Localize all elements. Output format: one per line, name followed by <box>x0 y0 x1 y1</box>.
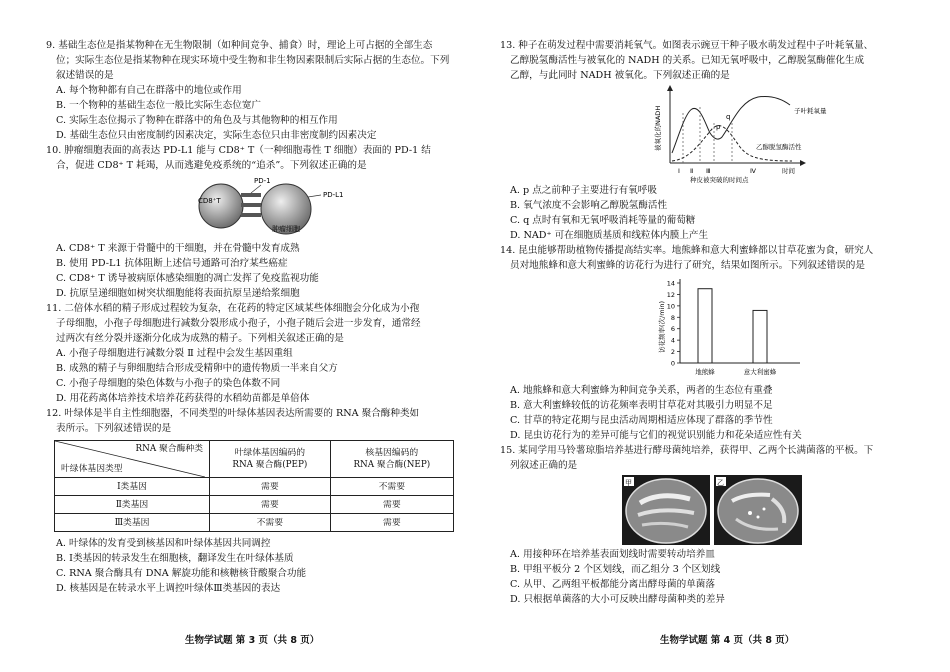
q11-option-c: C. 小孢子母细胞的染色体数与小孢子的染色体数不同 <box>56 378 281 389</box>
cd8-cell-shape <box>199 184 243 228</box>
question-15 <box>500 443 910 607</box>
table-row <box>55 478 454 496</box>
row-nep: 需要 <box>330 496 453 514</box>
point-q-label: q <box>726 113 731 121</box>
q10-stem-line2: 合，促进 CD8⁺ T 耗竭，从而逃避免疫系统的“追杀”。下列叙述正确的是 <box>56 160 367 171</box>
y-tick-label: 2 <box>670 348 675 357</box>
y-tick-label: 12 <box>666 290 675 299</box>
q13-option-b: B. 氧气浓度不会影响乙醇脱氢酶活性 <box>510 200 668 211</box>
q15-option-b: B. 甲组平板分 2 个区划线，而乙组分 3 个区划线 <box>510 564 721 575</box>
q14-figure <box>500 273 910 383</box>
y-tick-label: 0 <box>670 359 675 368</box>
y-tick-label: 14 <box>666 279 675 288</box>
bar-dixiongfeng <box>698 289 712 363</box>
q9-stem-line1: 9. 基础生态位是指某物种在无生物限制（如种间竞争、捕食）时，理论上可占据的全部生态 <box>46 40 433 51</box>
q9-option-d: D. 基础生态位只由密度制约因素决定，实际生态位只由非密度制约因素决定 <box>56 130 377 141</box>
q13-stem-line2: 乙醇脱氢酶活性与被氧化的 NADH 的关系。已知无氧呼吸中，乙醇脱氢酶催化生成 <box>510 55 865 66</box>
plate-jia-label: 甲 <box>625 479 632 487</box>
q15-option-c: C. 从甲、乙两组平板都能分离出酵母菌的单菌落 <box>510 579 715 590</box>
q15-option-a: A. 用接种环在培养基表面划线时需要转动培养皿 <box>510 549 715 560</box>
stage-1: Ⅰ <box>678 167 680 175</box>
right-column <box>500 38 910 607</box>
category-label: 地熊蜂 <box>695 368 715 376</box>
q15-stem-line1: 15. 某同学用马铃薯琼脂培养基进行酵母菌纯培养，获得甲、乙两个长满菌落的平板。下 <box>500 445 874 456</box>
q13-option-d: D. NAD⁺ 可在细胞质基质和线粒体内膜上产生 <box>510 230 709 241</box>
pep-header-line1: 叶绿体基因编码的 <box>234 448 306 458</box>
q14-option-a: A. 地熊蜂和意大利蜜蜂为种间竞争关系，两者的生态位有重叠 <box>510 385 773 396</box>
pd1-label: PD-1 <box>254 177 271 185</box>
q14-stem-line2: 员对地熊蜂和意大利蜜蜂的访花行为进行了研究，结果如图所示。下列叙述错误的是 <box>510 260 865 271</box>
row-pep: 不需要 <box>210 514 331 532</box>
q9-option-b: B. 一个物种的基础生态位一般比实际生态位宽广 <box>56 100 262 111</box>
table-corner-top: RNA 聚合酶种类 <box>135 444 203 454</box>
right-page-footer: 生物学试题 第 4 页（共 8 页） <box>660 635 795 646</box>
q12-option-d: D. 核基因是在转录水平上调控叶绿体Ⅲ类基因的表达 <box>56 583 281 594</box>
nadh-curve-diagram <box>500 83 910 183</box>
q11-stem-line3: 过两次有丝分裂并逐渐分化成为成熟的精子。下列相关叙述正确的是 <box>56 333 344 344</box>
q13-figure <box>500 83 910 183</box>
question-14 <box>500 243 910 443</box>
q10-option-d: D. 抗原呈递细胞如树突状细胞能将表面抗原呈递给浆细胞 <box>56 288 300 299</box>
q11-stem-line1: 11. 二倍体水稻的精子形成过程较为复杂，在花药的特定区域某些体细胞会分化成为小孢 <box>46 303 420 314</box>
pep-header-line2: RNA 聚合酶(PEP) <box>232 460 308 470</box>
q15-option-d: D. 只根据单菌落的大小可反映出酵母菌种类的差异 <box>510 594 725 605</box>
q13-xlabel: 种皮被突破的时间点 <box>690 176 749 183</box>
q14-option-d: D. 昆虫访花行为的差异可能与它们的视觉识别能力和花朵适应性有关 <box>510 430 802 441</box>
q12-stem-line1: 12. 叶绿体是半自主性细胞器，不同类型的叶绿体基因表达所需要的 RNA 聚合酶种类如 <box>46 408 420 419</box>
q14-option-c: C. 甘草的特定花期与昆虫活动周期相适应体现了群落的季节性 <box>510 415 773 426</box>
y-tick-label: 8 <box>670 313 675 322</box>
left-page-footer: 生物学试题 第 3 页（共 8 页） <box>185 635 320 646</box>
table-header-pep <box>210 441 331 478</box>
q15-figure <box>500 473 910 547</box>
tumor-label: 肿瘤细胞 <box>272 225 300 233</box>
q13-ylabel: 被氧化的NADH <box>654 105 662 151</box>
q11-option-d: D. 用花药离体培养技术培养花药获得的水稻幼苗都是单倍体 <box>56 393 310 404</box>
cd8-label: CD8⁺T <box>198 197 221 205</box>
row-nep: 需要 <box>330 514 453 532</box>
q11-stem-line2: 子母细胞，小孢子母细胞进行减数分裂形成小孢子，小孢子随后会进一步发育，通常经 <box>56 318 421 329</box>
q11-option-b: B. 成熟的精子与卵细胞结合形成受精卵中的遗传物质一半来自父方 <box>56 363 338 374</box>
table-row <box>55 514 454 532</box>
category-label: 意大利蜜蜂 <box>743 368 777 376</box>
q14-stem-line1: 14. 昆虫能够帮助植物传播提高结实率。地熊蜂和意大利蜜蜂都以甘草花蜜为食，研究人 <box>500 245 874 256</box>
row-type: Ⅰ类基因 <box>55 478 210 496</box>
petri-plates-photo <box>500 473 910 547</box>
q9-stem-line2: 位；实际生态位是指某物种在现实环境中受生物和非生物因素限制后实际占据的生态位。下列叙述错误的是 <box>56 55 450 81</box>
stage-4: Ⅳ <box>750 167 756 175</box>
question-11 <box>46 301 456 406</box>
point-p-label: p <box>716 123 721 131</box>
nep-header-line2: RNA 聚合酶(NEP) <box>353 460 431 470</box>
question-10 <box>46 143 456 301</box>
row-pep: 需要 <box>210 496 331 514</box>
q12-option-a: A. 叶绿体的发育受到核基因和叶绿体基因共同调控 <box>56 538 271 549</box>
q12-option-b: B. Ⅰ类基因的转录发生在细胞核，翻译发生在叶绿体基质 <box>56 553 294 564</box>
question-13 <box>500 38 910 243</box>
q12-option-c: C. RNA 聚合酶具有 DNA 解旋功能和核糖核苷酸聚合功能 <box>56 568 307 579</box>
q10-figure <box>46 173 456 241</box>
time-label: 时间 <box>782 167 795 175</box>
q13-stem-line3: 乙醇，与此同时 NADH 被氧化。下列叙述正确的是 <box>510 70 730 81</box>
question-9 <box>46 38 456 143</box>
rna-polymerase-table <box>54 440 454 532</box>
oxygen-curve-label: 子叶耗氧量 <box>794 107 827 115</box>
bar-yidalimifeng <box>753 310 767 363</box>
plate-yi-label: 乙 <box>717 479 724 487</box>
row-type: Ⅱ类基因 <box>55 496 210 514</box>
q9-option-c: C. 实际生态位揭示了物种在群落中的角色及与其他物种的相互作用 <box>56 115 338 126</box>
q12-stem-line2: 表所示。下列叙述错误的是 <box>56 423 172 434</box>
chart-ylabel: 访花频率(次/min) <box>658 300 666 353</box>
q11-option-a: A. 小孢子母细胞进行减数分裂 Ⅱ 过程中会发生基因重组 <box>56 348 293 359</box>
q10-option-a: A. CD8⁺ T 来源于骨髓中的干细胞，并在骨髓中发育成熟 <box>56 243 300 254</box>
table-row <box>55 496 454 514</box>
row-nep: 不需要 <box>330 478 453 496</box>
table-corner-bottom: 叶绿体基因类型 <box>61 464 123 474</box>
question-12 <box>46 406 456 596</box>
q13-option-c: C. q 点时有氧和无氧呼吸消耗等量的葡萄糖 <box>510 215 696 226</box>
q15-stem-line2: 列叙述正确的是 <box>510 460 578 471</box>
table-corner-cell <box>55 441 210 478</box>
y-tick-label: 6 <box>670 325 675 334</box>
enzyme-curve-label: 乙醇脱氢酶活性 <box>756 143 802 151</box>
stage-3: Ⅲ <box>706 167 711 175</box>
pdl1-label: PD-L1 <box>323 191 344 199</box>
q10-option-c: C. CD8⁺ T 诱导被病原体感染细胞的凋亡发挥了免疫监视功能 <box>56 273 319 284</box>
nep-header-line1: 核基因编码的 <box>365 448 419 458</box>
row-type: Ⅲ类基因 <box>55 514 210 532</box>
table-header-nep <box>330 441 453 478</box>
immune-cell-diagram <box>46 173 456 241</box>
visit-frequency-chart <box>500 273 910 383</box>
q10-stem-line1: 10. 肿瘤细胞表面的高表达 PD-L1 能与 CD8⁺ T（一种细胞毒性 T 细胞）表面的 PD-1 结 <box>46 145 431 156</box>
stage-2: Ⅱ <box>690 167 694 175</box>
q13-stem-line1: 13. 种子在萌发过程中需要消耗氧气。如图表示豌豆干种子吸水萌发过程中子叶耗氧量、 <box>500 40 874 51</box>
q14-option-b: B. 意大利蜜蜂较低的访花频率表明甘草花对其吸引力明显不足 <box>510 400 773 411</box>
q10-option-b: B. 使用 PD-L1 抗体阻断上述信号通路可治疗某些癌症 <box>56 258 288 269</box>
y-tick-label: 10 <box>666 302 675 311</box>
row-pep: 需要 <box>210 478 331 496</box>
q9-option-a: A. 每个物种都有自己在群落中的地位或作用 <box>56 85 242 96</box>
y-tick-label: 4 <box>670 336 675 345</box>
left-column <box>46 38 456 596</box>
q13-option-a: A. p 点之前种子主要进行有氧呼吸 <box>510 185 657 196</box>
